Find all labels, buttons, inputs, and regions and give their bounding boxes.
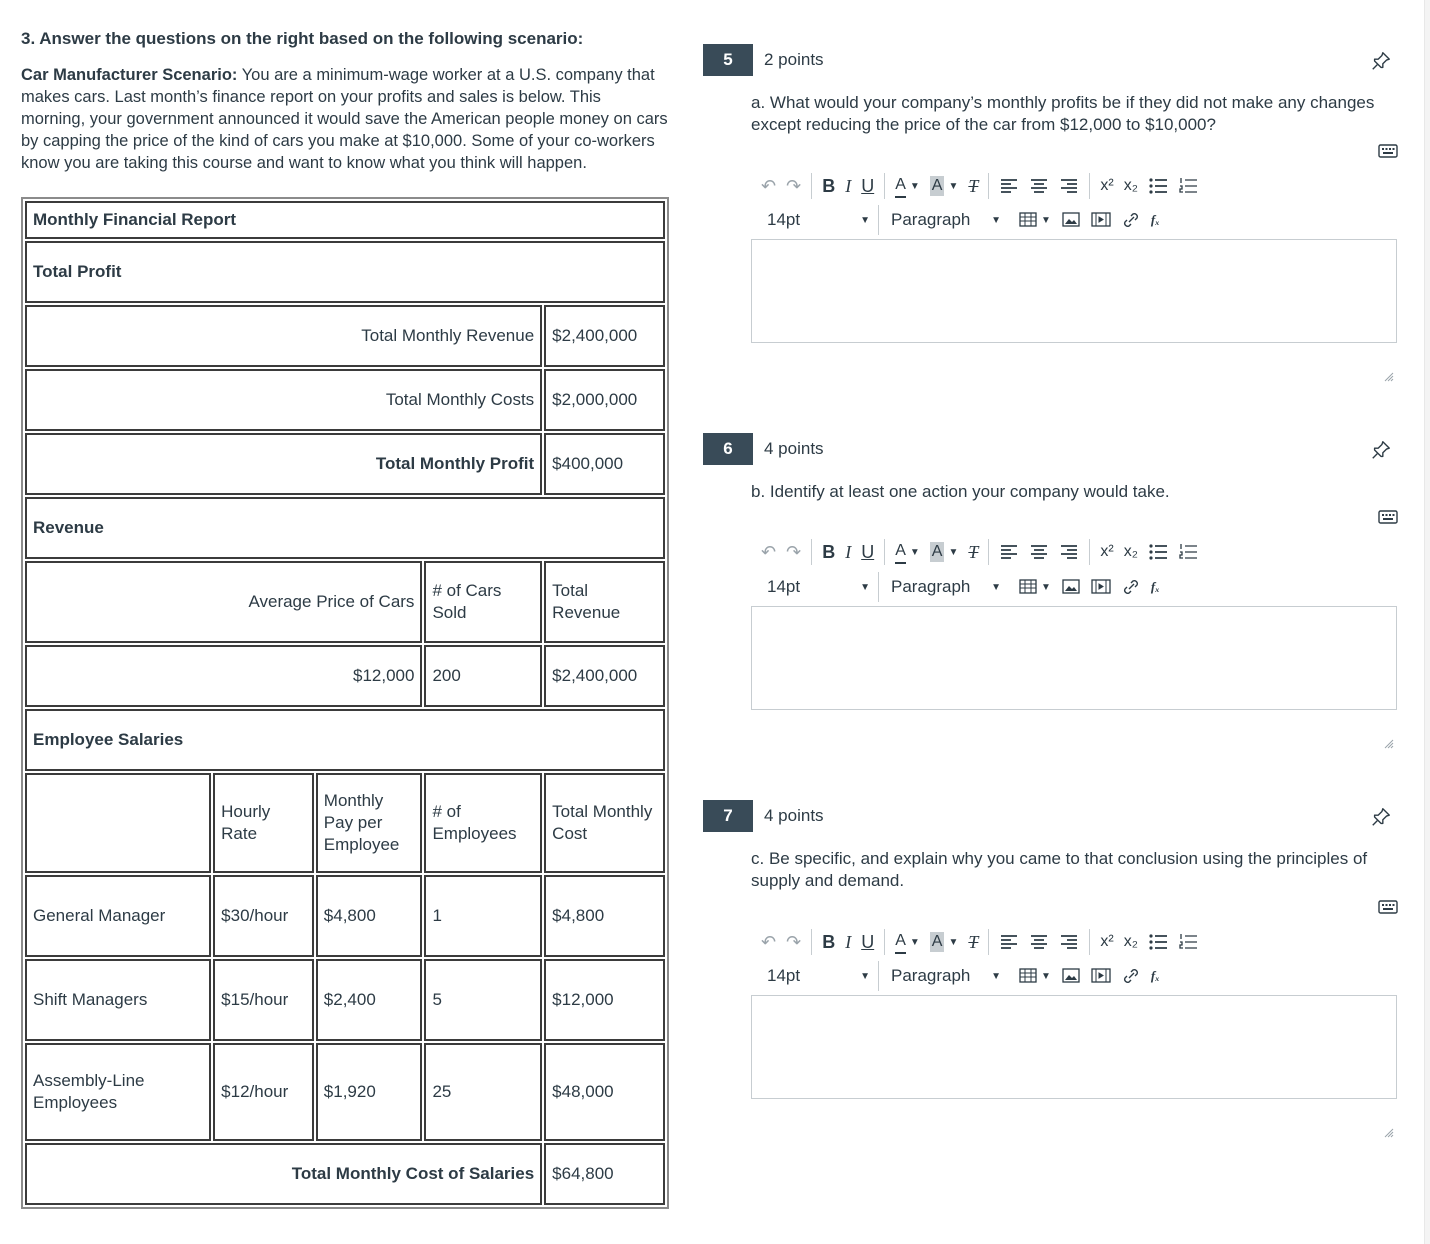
answer-editor[interactable] [751,995,1397,1099]
revenue-value-cell: $2,400,000 [544,305,665,367]
text-color-button[interactable]: A [895,540,906,564]
italic-button[interactable]: I [845,931,852,952]
chevron-down-icon: ▼ [991,581,1001,593]
salary-cell: 25 [424,1043,542,1141]
answer-editor[interactable] [751,606,1397,710]
salary-cell: $15/hour [213,959,314,1041]
align-center-icon[interactable] [1029,540,1049,564]
italic-button[interactable]: I [845,541,852,562]
chevron-down-icon[interactable]: ▼ [909,180,920,192]
question-points: 4 points [764,439,824,458]
image-icon[interactable] [1061,208,1081,232]
salary-cell: $12/hour [213,1043,314,1141]
numbered-list-icon[interactable] [1178,540,1198,564]
clear-formatting-icon[interactable]: T [968,931,979,952]
align-left-icon[interactable] [999,540,1019,564]
image-icon[interactable] [1061,964,1081,988]
numbered-list-icon[interactable] [1178,174,1198,198]
header-hourly-rate: Hourly Rate [213,773,314,873]
table-icon[interactable] [1019,964,1039,988]
underline-button[interactable]: U [861,175,875,196]
subscript-button[interactable]: x₂ [1123,177,1138,194]
align-left-icon[interactable] [999,174,1019,198]
font-size-select[interactable] [751,572,879,602]
block-format-select[interactable] [879,205,1009,235]
redo-icon[interactable]: ↷ [786,175,802,196]
bold-button[interactable]: B [822,175,836,196]
chevron-down-icon: ▼ [860,970,870,982]
report-title: Monthly Financial Report [25,201,665,239]
media-icon[interactable] [1091,208,1111,232]
table-row [25,369,665,431]
clear-formatting-icon[interactable]: T [968,175,979,196]
block-format-select[interactable] [879,961,1009,991]
scenario-body: You are a minimum-wage worker at a U.S. company that makes cars. Last month’s finance report on your profits and sales is below. This morning, your government announced it would save the American people money on cars by capping the price of the kind of cars you make at $10,000. Some of your co-workers know you are taking this course and want to know what you think will happen. [21,66,668,172]
chevron-down-icon[interactable]: ▼ [948,546,959,558]
salary-cell: $2,400 [316,959,423,1041]
editor-toolbar-row2 [751,205,1170,235]
editor-toolbar-row1 [761,930,1208,954]
superscript-button[interactable]: x² [1100,933,1114,950]
total-salaries-label: Total Monthly Cost of Salaries [25,1143,542,1205]
section-total-profit: Total Profit [25,241,665,303]
answer-editor[interactable] [751,239,1397,343]
table-icon[interactable] [1019,575,1039,599]
salary-cell: $4,800 [316,875,423,957]
image-icon[interactable] [1061,575,1081,599]
section-revenue: Revenue [25,497,665,559]
editor-toolbar-row1 [761,174,1208,198]
salary-cell: General Manager [25,875,211,957]
font-size-select[interactable] [751,961,879,991]
align-left-icon[interactable] [999,930,1019,954]
formula-button[interactable]: fₓ [1150,968,1160,983]
question-text: c. Be specific, and explain why you came to that conclusion using the principles of supply and demand. [751,849,1368,890]
link-icon[interactable] [1121,208,1141,232]
font-size-value: 14pt [767,577,801,596]
financial-report-table [21,197,669,1209]
chevron-down-icon[interactable]: ▼ [1041,581,1051,593]
font-size-value: 14pt [767,966,801,985]
table-row [25,305,665,367]
table-row [25,645,665,707]
profit-value-cell: $400,000 [544,433,665,495]
salary-cell: $30/hour [213,875,314,957]
question-number: 5 [703,44,753,76]
bullet-list-icon[interactable] [1148,174,1168,198]
chevron-down-icon: ▼ [860,581,870,593]
header-average-price: Average Price of Cars [25,561,422,643]
resize-handle-icon[interactable] [1382,737,1394,749]
superscript-button[interactable]: x² [1100,177,1114,194]
underline-button[interactable]: U [861,541,875,562]
chevron-down-icon[interactable]: ▼ [909,546,920,558]
underline-button[interactable]: U [861,931,875,952]
italic-button[interactable]: I [845,175,852,196]
chevron-down-icon[interactable]: ▼ [1041,970,1051,982]
costs-label-cell: Total Monthly Costs [25,369,542,431]
salary-cell: Assembly-Line Employees [25,1043,211,1141]
chevron-down-icon[interactable]: ▼ [948,180,959,192]
section-employee-salaries: Employee Salaries [25,709,665,771]
background-color-button[interactable]: A [931,177,943,194]
link-icon[interactable] [1121,964,1141,988]
header-total-revenue: Total Revenue [544,561,665,643]
media-icon[interactable] [1091,964,1111,988]
salary-cell: 5 [424,959,542,1041]
salary-cell: $48,000 [544,1043,665,1141]
link-icon[interactable] [1121,575,1141,599]
undo-icon[interactable]: ↶ [761,175,777,196]
scenario-text [21,64,669,174]
profit-label-cell: Total Monthly Profit [25,433,542,495]
block-format-value: Paragraph [891,210,971,229]
salary-cell: $1,920 [316,1043,423,1141]
background-color-button[interactable]: A [931,933,943,950]
subscript-button[interactable]: x₂ [1123,933,1138,950]
total-salaries-value: $64,800 [544,1143,665,1205]
revenue-label-cell: Total Monthly Revenue [25,305,542,367]
pin-icon[interactable] [1370,50,1392,72]
subscript-button[interactable]: x₂ [1123,543,1138,560]
redo-icon[interactable]: ↷ [786,931,802,952]
text-color-button[interactable]: A [895,930,906,954]
keyboard-shortcuts-icon[interactable] [1378,508,1398,524]
table-row [25,1043,665,1141]
resize-handle-icon[interactable] [1382,1126,1394,1138]
salary-cell: Shift Managers [25,959,211,1041]
redo-icon[interactable]: ↷ [786,541,802,562]
undo-icon[interactable]: ↶ [761,931,777,952]
question-text: b. Identify at least one action your company would take. [751,482,1170,501]
salary-cell: $4,800 [544,875,665,957]
block-format-value: Paragraph [891,966,971,985]
pin-icon[interactable] [1370,439,1392,461]
font-size-value: 14pt [767,210,801,229]
align-right-icon[interactable] [1059,930,1079,954]
block-format-value: Paragraph [891,577,971,596]
bold-button[interactable]: B [822,541,836,562]
page-scrollbar[interactable] [1424,0,1430,1244]
numbered-list-icon[interactable] [1178,930,1198,954]
salary-cell: $12,000 [544,959,665,1041]
question-text: a. What would your company’s monthly profits be if they did not make any changes except reducing the price of the car from $12,000 to $10,000? [751,93,1375,134]
chevron-down-icon[interactable]: ▼ [948,936,959,948]
bullet-list-icon[interactable] [1148,540,1168,564]
formula-button[interactable]: fₓ [1150,212,1160,227]
background-color-button[interactable]: A [931,543,943,560]
table-row [25,561,665,643]
header-role [25,773,211,873]
chevron-down-icon[interactable]: ▼ [909,936,920,948]
cell-total-revenue: $2,400,000 [544,645,665,707]
question-number: 7 [703,800,753,832]
header-num-employees: # of Employees [424,773,542,873]
media-icon[interactable] [1091,575,1111,599]
table-row [25,1143,665,1205]
bold-button[interactable]: B [822,931,836,952]
text-color-button[interactable]: A [895,174,906,198]
editor-toolbar-row2 [751,961,1170,991]
salary-cell: 1 [424,875,542,957]
undo-icon[interactable]: ↶ [761,541,777,562]
resize-handle-icon[interactable] [1382,370,1394,382]
align-center-icon[interactable] [1029,930,1049,954]
keyboard-shortcuts-icon[interactable] [1378,898,1398,914]
align-right-icon[interactable] [1059,174,1079,198]
table-row [25,959,665,1041]
question-points: 4 points [764,806,824,825]
scenario-lead: Car Manufacturer Scenario: [21,66,238,84]
question-number: 6 [703,433,753,465]
editor-toolbar-row1 [761,540,1208,564]
header-monthly-pay: Monthly Pay per Employee [316,773,423,873]
header-total-monthly-cost: Total Monthly Cost [544,773,665,873]
table-row [25,875,665,957]
cell-average-price: $12,000 [25,645,422,707]
table-row [25,433,665,495]
question-points: 2 points [764,50,824,69]
keyboard-shortcuts-icon[interactable] [1378,142,1398,158]
editor-toolbar-row2 [751,572,1170,602]
table-icon[interactable] [1019,208,1039,232]
costs-value-cell: $2,000,000 [544,369,665,431]
chevron-down-icon: ▼ [991,970,1001,982]
superscript-button[interactable]: x² [1100,543,1114,560]
chevron-down-icon: ▼ [991,214,1001,226]
chevron-down-icon: ▼ [860,214,870,226]
formula-button[interactable]: fₓ [1150,579,1160,594]
align-right-icon[interactable] [1059,540,1079,564]
bullet-list-icon[interactable] [1148,930,1168,954]
table-row [25,773,665,873]
clear-formatting-icon[interactable]: T [968,541,979,562]
pin-icon[interactable] [1370,806,1392,828]
chevron-down-icon[interactable]: ▼ [1041,214,1051,226]
scenario-heading: 3. Answer the questions on the right based on the following scenario: [21,29,584,48]
scenario-panel [21,28,669,174]
font-size-select[interactable] [751,205,879,235]
align-center-icon[interactable] [1029,174,1049,198]
cell-cars-sold: 200 [424,645,542,707]
block-format-select[interactable] [879,572,1009,602]
header-cars-sold: # of Cars Sold [424,561,542,643]
